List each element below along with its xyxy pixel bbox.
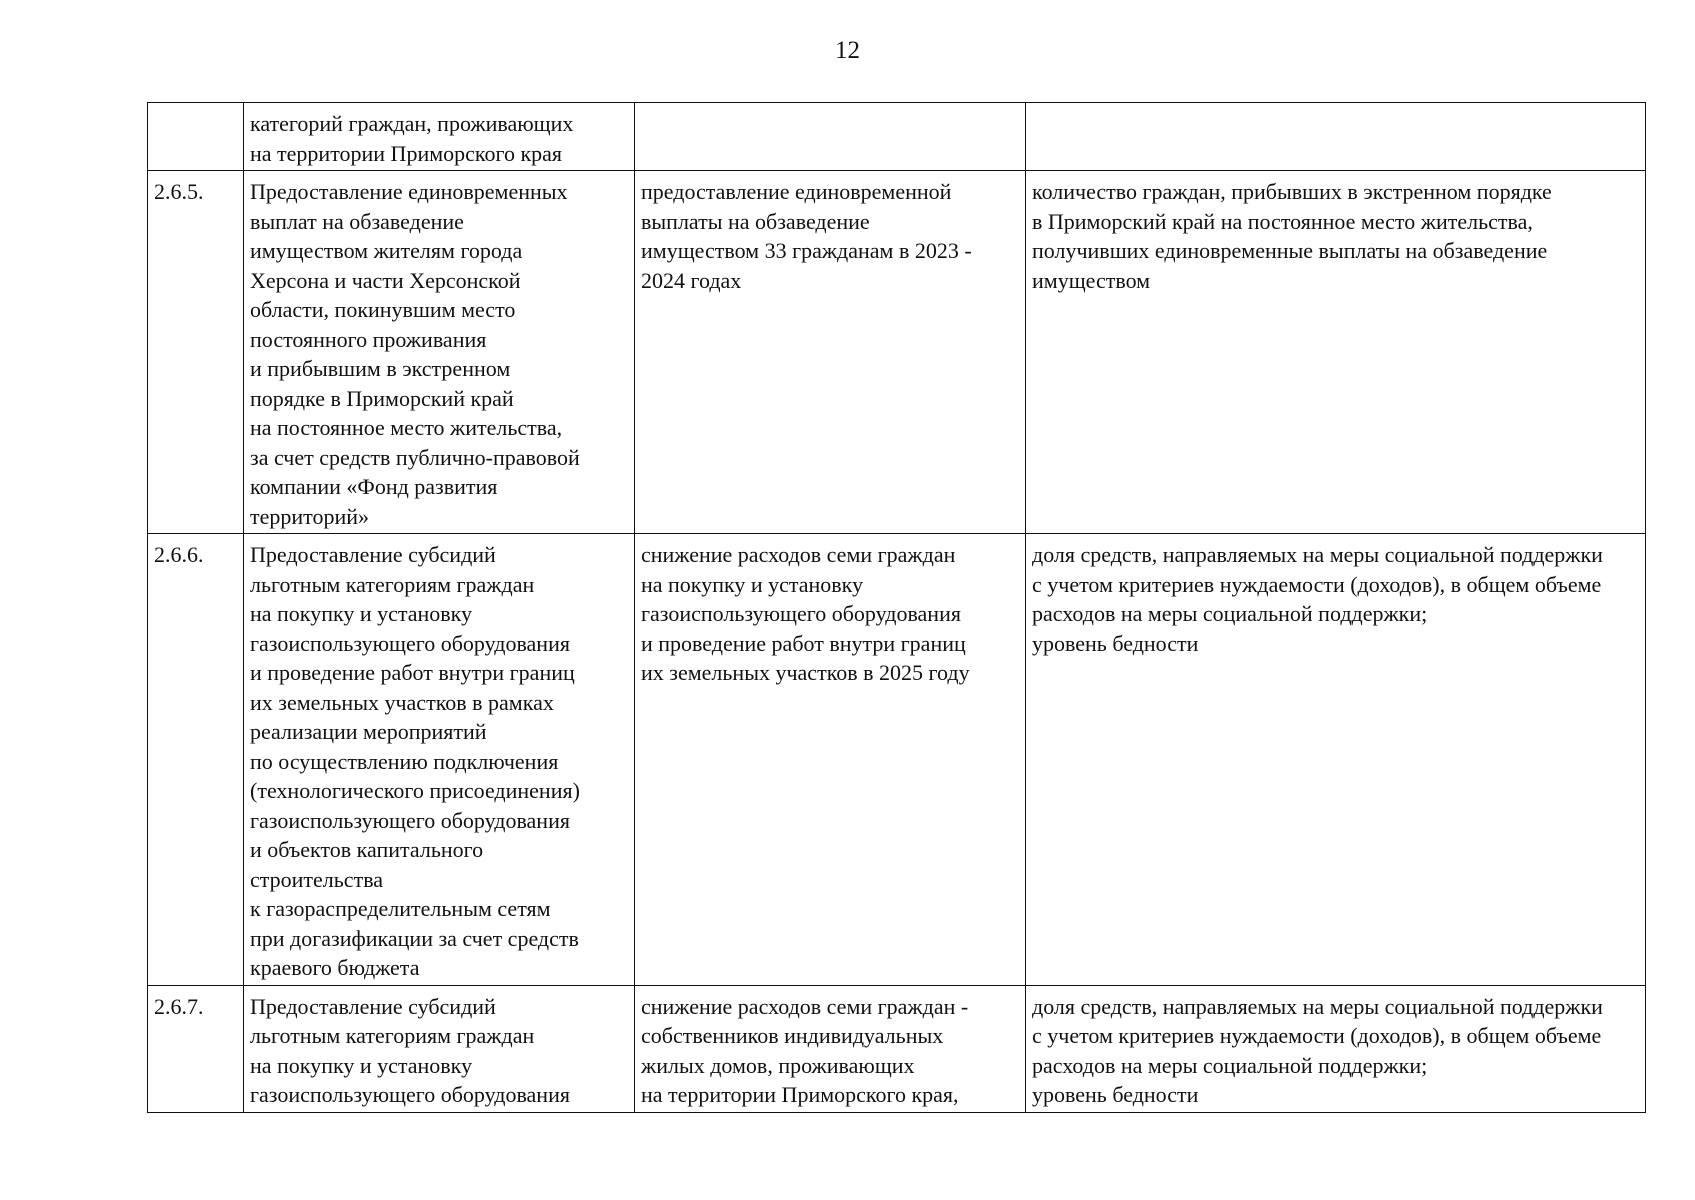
row-number-cell: [148, 985, 244, 1112]
measure-cell: [244, 171, 635, 534]
row-number-cell: [148, 103, 244, 171]
result-text: предоставление единовременной выплаты на обзаведение имуществом 33 гражданам в 2023 - 2024 годах: [641, 179, 972, 293]
indicator-text: количество граждан, прибывших в экстренном порядке в Приморский край на постоянное место жительства, получивших единовременные выплаты на обзаведение имуществом: [1032, 179, 1552, 293]
measure-cell: [244, 534, 635, 986]
measure-text: категорий граждан, проживающих на территории Приморского края: [250, 111, 574, 166]
measures-table: [147, 102, 1646, 1113]
indicator-cell: [1026, 985, 1646, 1112]
row-number: 2.6.7.: [154, 993, 204, 1019]
indicator-cell: [1026, 103, 1646, 171]
indicator-text: доля средств, направляемых на меры социальной поддержки с учетом критериев нуждаемости (доходов), в общем объеме расходов на меры социальной поддержки; уровень бедности: [1032, 993, 1603, 1107]
row-number: 2.6.5.: [154, 179, 204, 204]
result-text: снижение расходов семи граждан на покупку и установку газоиспользующего оборудования и проведение работ внутри границ их земельных участков в 2025 году: [641, 542, 970, 685]
row-number: 2.6.6.: [154, 542, 204, 567]
result-cell: [635, 103, 1026, 171]
measure-text: Предоставление единовременных выплат на обзаведение имуществом жителям города Херсона и части Херсонской области, покинувшим место постоянного проживания и прибывшим в экстренном порядке в Приморский край на постоянное место жительства, за счет средств публично-правовой компании «Фонд развития территорий»: [250, 179, 580, 529]
table-row: [148, 985, 1646, 1112]
indicator-text: доля средств, направляемых на меры социальной поддержки с учетом критериев нуждаемости (доходов), в общем объеме расходов на меры социальной поддержки; уровень бедности: [1032, 542, 1603, 656]
measure-text: Предоставление субсидий льготным категориям граждан на покупку и установку газоиспользующего оборудования и проведение работ внутри границ их земельных участков в рамках реализации мероприятий по осуществлению подключения (технологического присоединения) газоиспользующего оборудования и объектов капитального строительства к газораспределительным сетям при догазификации за счет средств краевого бюджета: [250, 542, 580, 980]
measure-cell: [244, 103, 635, 171]
indicator-cell: [1026, 534, 1646, 986]
indicator-cell: [1026, 171, 1646, 534]
row-number-cell: [148, 534, 244, 986]
result-cell: [635, 534, 1026, 986]
measure-cell: [244, 985, 635, 1112]
table-row: [148, 534, 1646, 986]
page-number: 12: [835, 37, 860, 64]
result-cell: [635, 985, 1026, 1112]
table-row: [148, 103, 1646, 171]
result-cell: [635, 171, 1026, 534]
row-number-cell: [148, 171, 244, 534]
result-text: снижение расходов семи граждан - собственников индивидуальных жилых домов, проживающих на территории Приморского края,: [641, 993, 969, 1107]
measure-text: Предоставление субсидий льготным категориям граждан на покупку и установку газоиспользующего оборудования: [250, 993, 570, 1107]
table-row: [148, 171, 1646, 534]
